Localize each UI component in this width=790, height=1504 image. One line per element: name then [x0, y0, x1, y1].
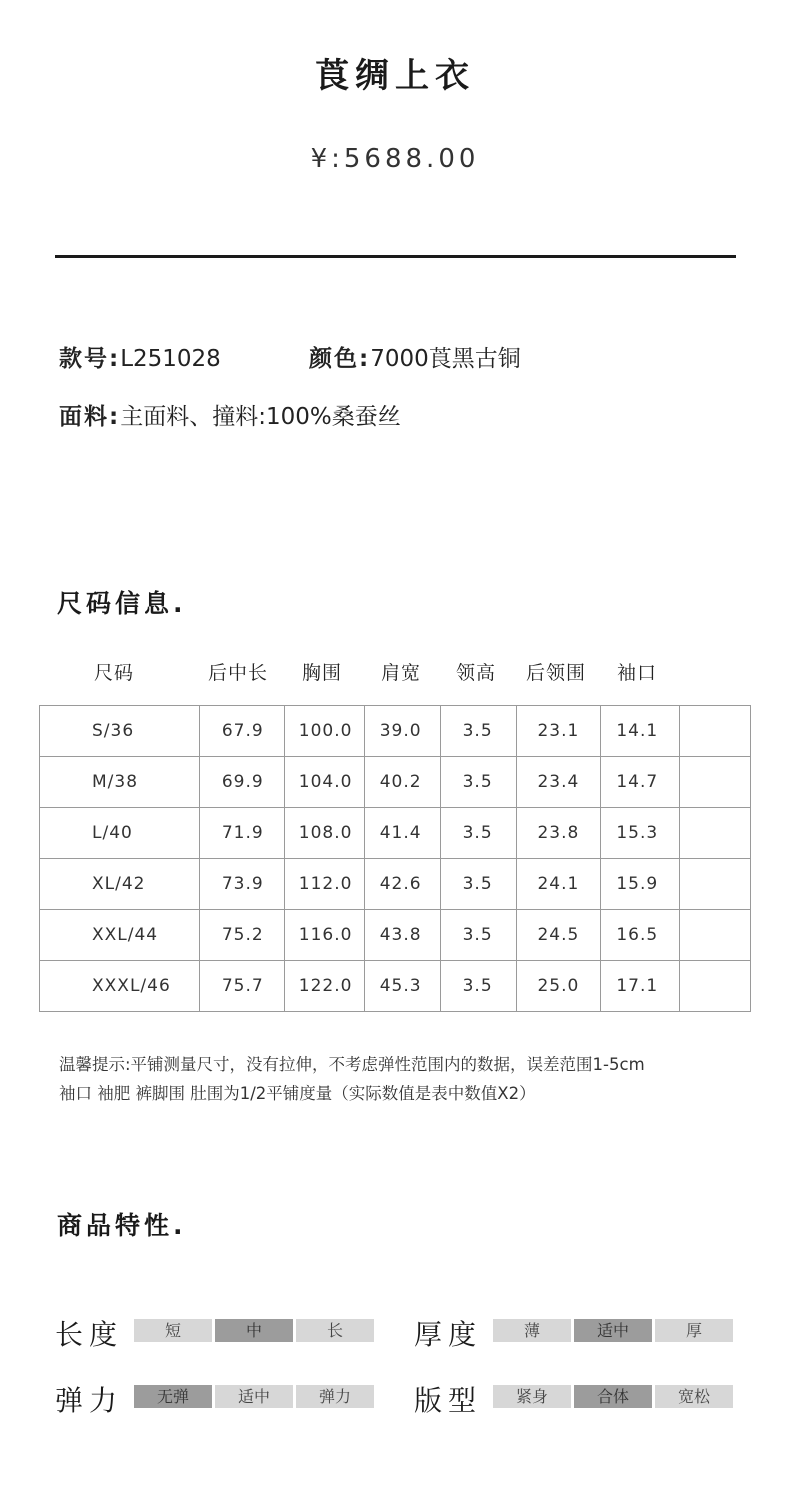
- features-section-title: 商品特性.: [57, 1211, 187, 1240]
- color-value: 7000莨黑古铜: [370, 346, 521, 372]
- color-info: [309, 340, 521, 373]
- feature-options-elasticity: [134, 1385, 374, 1408]
- table-cell: M/38: [40, 757, 200, 808]
- style-number: [59, 340, 221, 373]
- feature-option: 厚: [655, 1319, 733, 1342]
- measurement-tip-line2: 袖口 袖肥 裤脚围 肚围为1/2平铺度量（实际数值是表中数值X2）: [59, 1084, 536, 1103]
- table-cell: 41.4: [364, 808, 440, 859]
- table-cell: 43.8: [364, 910, 440, 961]
- product-title: 莨绸上衣: [315, 56, 475, 96]
- table-cell: 14.1: [601, 706, 680, 757]
- table-row: [40, 910, 751, 961]
- feature-label-elasticity: 弹力: [55, 1384, 124, 1417]
- table-cell: 3.5: [440, 757, 517, 808]
- table-cell: 16.5: [601, 910, 680, 961]
- measurement-tip-line1: 温馨提示:平铺测量尺寸，没有拉伸，不考虑弹性范围内的数据，误差范围1-5cm: [59, 1055, 645, 1074]
- table-cell: 3.5: [440, 961, 517, 1012]
- feature-option-selected: 合体: [574, 1385, 652, 1408]
- feature-option: 短: [134, 1319, 212, 1342]
- table-cell-empty: [680, 910, 751, 961]
- feature-label-fit: 版型: [414, 1384, 483, 1417]
- table-cell: 24.5: [517, 910, 601, 961]
- style-number-value: L251028: [120, 346, 221, 372]
- feature-options-thickness: [493, 1319, 733, 1342]
- table-cell-empty: [680, 757, 751, 808]
- size-section-title: 尺码信息.: [57, 589, 187, 618]
- feature-options-fit: [493, 1385, 733, 1408]
- table-cell-empty: [680, 808, 751, 859]
- table-cell: 40.2: [364, 757, 440, 808]
- table-row: [40, 757, 751, 808]
- table-row: [40, 961, 751, 1012]
- feature-label-thickness: 厚度: [414, 1318, 483, 1351]
- table-cell: 23.4: [517, 757, 601, 808]
- fabric-label: 面料:: [59, 404, 121, 430]
- style-number-label: 款号:: [59, 346, 121, 372]
- table-cell: 23.1: [517, 706, 601, 757]
- feature-option-selected: 中: [215, 1319, 293, 1342]
- feature-option: 长: [296, 1319, 374, 1342]
- feature-option: 紧身: [493, 1385, 571, 1408]
- fabric-info: [59, 398, 401, 431]
- table-cell-empty: [680, 859, 751, 910]
- feature-label-length: 长度: [55, 1318, 124, 1351]
- table-cell: 108.0: [284, 808, 364, 859]
- table-cell: 71.9: [199, 808, 284, 859]
- table-cell: 116.0: [284, 910, 364, 961]
- table-cell: 15.9: [601, 859, 680, 910]
- table-cell: 100.0: [284, 706, 364, 757]
- table-cell: 3.5: [440, 910, 517, 961]
- table-cell: 3.5: [440, 706, 517, 757]
- color-label: 颜色:: [309, 346, 371, 372]
- table-cell: 24.1: [517, 859, 601, 910]
- table-cell: 104.0: [284, 757, 364, 808]
- table-cell: 67.9: [199, 706, 284, 757]
- table-cell: 14.7: [601, 757, 680, 808]
- feature-options-length: [134, 1319, 374, 1342]
- table-row: [40, 859, 751, 910]
- table-cell: XXXL/46: [40, 961, 200, 1012]
- table-cell: 17.1: [601, 961, 680, 1012]
- feature-option: 宽松: [655, 1385, 733, 1408]
- table-cell: S/36: [40, 706, 200, 757]
- table-cell: 15.3: [601, 808, 680, 859]
- feature-option: 适中: [215, 1385, 293, 1408]
- table-cell: 45.3: [364, 961, 440, 1012]
- feature-option: 薄: [493, 1319, 571, 1342]
- header-cuff: 袖口: [617, 662, 658, 684]
- size-table: [39, 705, 751, 1012]
- feature-option: 弹力: [296, 1385, 374, 1408]
- divider: [55, 255, 736, 258]
- table-row: [40, 706, 751, 757]
- table-cell: 3.5: [440, 808, 517, 859]
- table-cell: 39.0: [364, 706, 440, 757]
- fabric-value: 主面料、撞料:100%桑蚕丝: [120, 404, 401, 430]
- header-back-collar: 后领围: [526, 662, 587, 684]
- header-shoulder: 肩宽: [381, 662, 422, 684]
- table-cell: 69.9: [199, 757, 284, 808]
- table-cell: L/40: [40, 808, 200, 859]
- table-cell: 3.5: [440, 859, 517, 910]
- header-back-length: 后中长: [208, 662, 269, 684]
- table-row: [40, 808, 751, 859]
- table-cell: XL/42: [40, 859, 200, 910]
- feature-option-selected: 无弹: [134, 1385, 212, 1408]
- header-size: 尺码: [94, 662, 135, 684]
- product-price: ¥:5688.00: [310, 144, 480, 174]
- feature-option-selected: 适中: [574, 1319, 652, 1342]
- table-cell: 73.9: [199, 859, 284, 910]
- header-chest: 胸围: [302, 662, 343, 684]
- table-cell: 25.0: [517, 961, 601, 1012]
- table-cell-empty: [680, 961, 751, 1012]
- table-cell-empty: [680, 706, 751, 757]
- table-cell: 75.7: [199, 961, 284, 1012]
- table-cell: 75.2: [199, 910, 284, 961]
- table-cell: 112.0: [284, 859, 364, 910]
- table-cell: XXL/44: [40, 910, 200, 961]
- header-collar-height: 领高: [456, 662, 497, 684]
- table-cell: 42.6: [364, 859, 440, 910]
- table-cell: 122.0: [284, 961, 364, 1012]
- table-cell: 23.8: [517, 808, 601, 859]
